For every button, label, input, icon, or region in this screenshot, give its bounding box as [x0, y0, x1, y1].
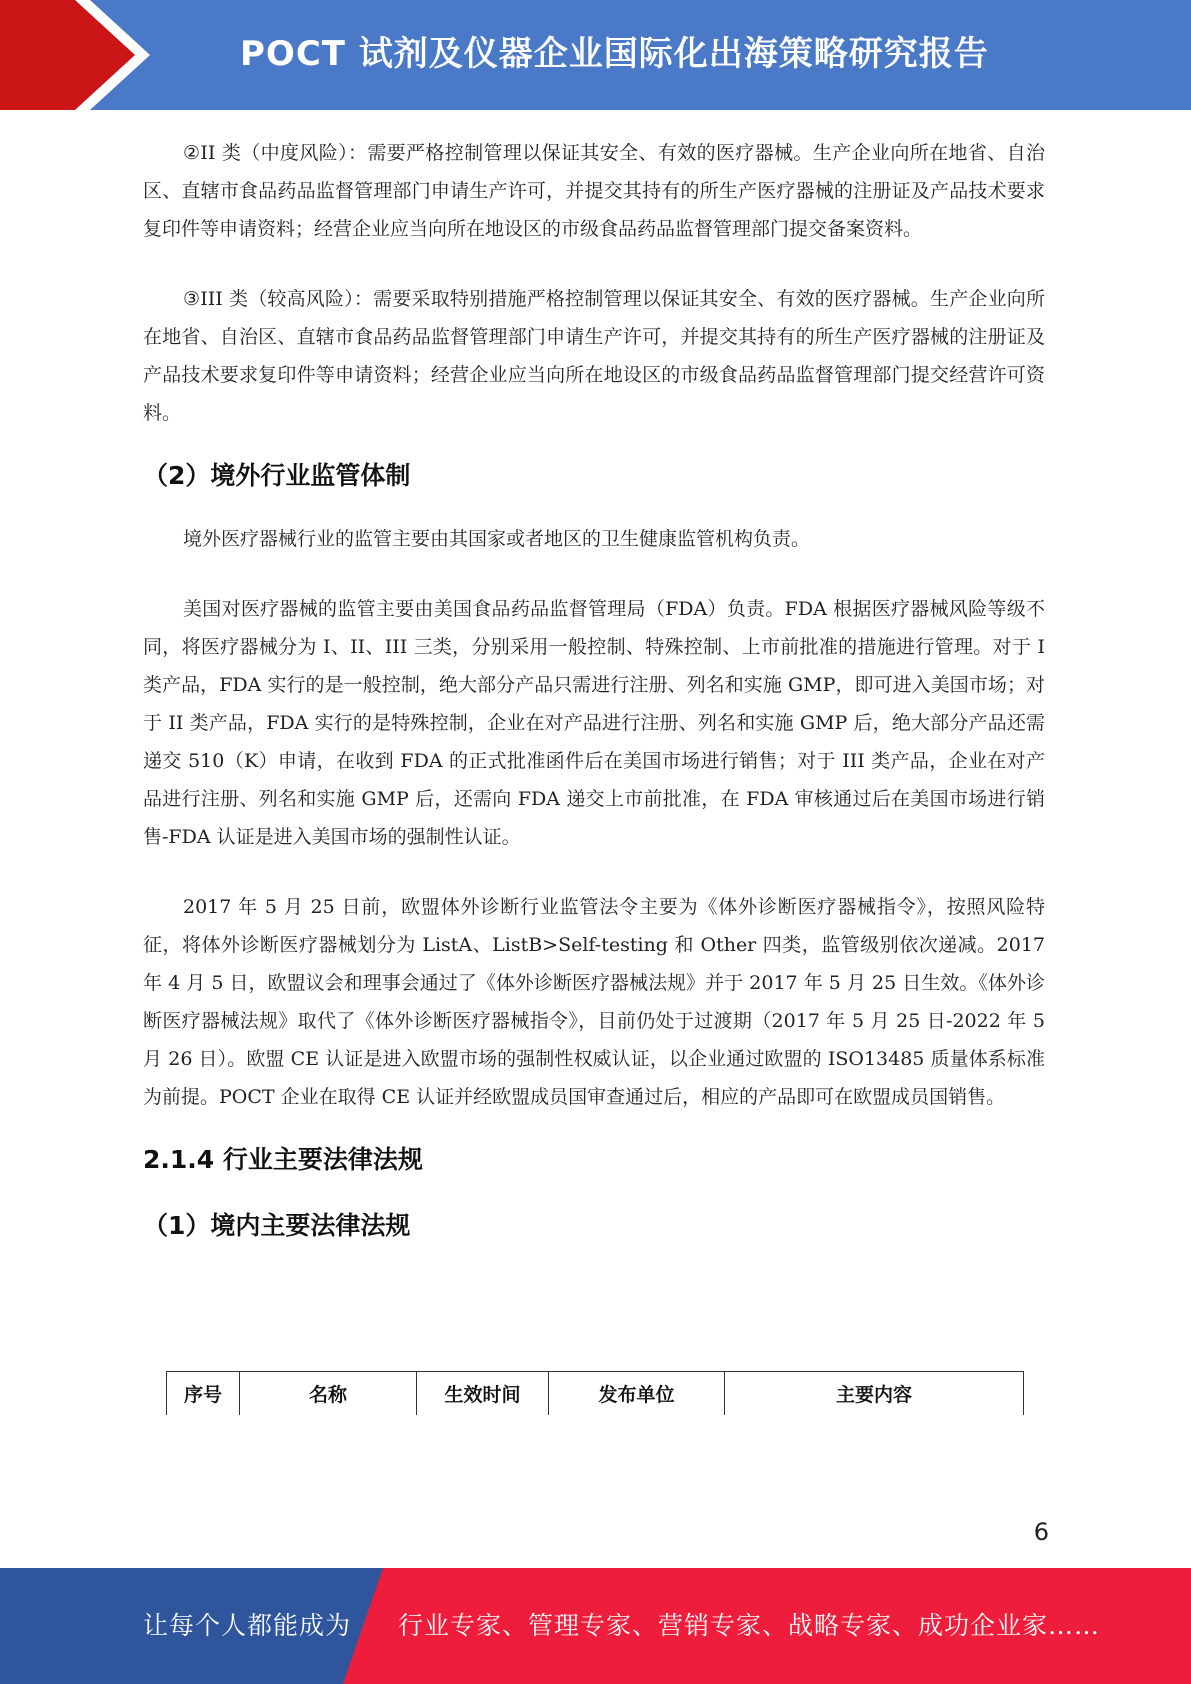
column-header-issuer: 发布单位	[549, 1372, 725, 1416]
report-title: POCT 试剂及仪器企业国际化出海策略研究报告	[240, 34, 989, 74]
page-number: 6	[1033, 1518, 1049, 1546]
column-header-index: 序号	[167, 1372, 240, 1416]
paragraph-class-ii: ②II 类（中度风险）：需要严格控制管理以保证其安全、有效的医疗器械。生产企业向所在地省、自治区、直辖市食品药品监督管理部门申请生产许可，并提交其持有的所生产医疗器械的注册证及产品技术要求复印件等申请资料；经营企业应当向所在地设区的市级食品药品监督管理部门提交备案资料。	[143, 142, 1045, 240]
laws-table	[166, 1371, 1024, 1415]
paragraph-usa-fda: 美国对医疗器械的监管主要由美国食品药品监督管理局（FDA）负责。FDA 根据医疗器械风险等级不同，将医疗器械分为 I、II、III 三类，分别采用一般控制、特殊控制、上市前批准的措施进行管理。对于 I 类产品，FDA 实行的是一般控制，绝大部分产品只需进行注册、列名和实施 GMP，即可进入美国市场；对于 II 类产品，FDA 实行的是特殊控制，企业在对产品进行注册、列名和实施 GMP 后，绝大部分产品还需递交 510（K）申请，在收到 FDA 的正式批准函件后在美国市场进行销售；对于 III 类产品，企业在对产品进行注册、列名和实施 GMP 后，还需向 FDA 递交上市前批准，在 FDA 审核通过后在美国市场进行销售-FDA 认证是进入美国市场的强制性认证。	[143, 598, 1045, 848]
heading-overseas-regulation: （2）境外行业监管体制	[143, 461, 411, 490]
footer-slogan-right: 行业专家、管理专家、营销专家、战略专家、成功企业家……	[398, 1611, 1101, 1640]
page-header	[0, 0, 1191, 110]
column-header-name: 名称	[240, 1372, 417, 1416]
page-footer	[0, 1568, 1191, 1684]
footer-slogan-left: 让每个人都能成为	[143, 1611, 352, 1640]
paragraph-class-iii: ③III 类（较高风险）：需要采取特别措施严格控制管理以保证其安全、有效的医疗器械。生产企业向所在地省、自治区、直辖市食品药品监督管理部门申请生产许可，并提交其持有的所生产医疗器械的注册证及产品技术要求复印件等申请资料；经营企业应当向所在地设区的市级食品药品监督管理部门提交经营许可资料。	[143, 288, 1045, 424]
column-header-main-content: 主要内容	[725, 1372, 1024, 1416]
heading-domestic-laws: （1）境内主要法律法规	[143, 1211, 411, 1240]
paragraph-eu-ce: 2017 年 5 月 25 日前，欧盟体外诊断行业监管法令主要为《体外诊断医疗器械指令》，按照风险特征，将体外诊断医疗器械划分为 ListA、ListB>Self-testing 和 Other 四类，监管级别依次递减。2017 年 4 月 5 日，欧盟议会和理事会通过了《体外诊断医疗器械法规》并于 2017 年 5 月 25 日生效。《体外诊断医疗器械法规》取代了《体外诊断医疗器械指令》，目前仍处于过渡期（2017 年 5 月 25 日-2022 年 5 月 26 日）。欧盟 CE 认证是进入欧盟市场的强制性权威认证，以企业通过欧盟的 ISO13485 质量体系标准为前提。POCT 企业在取得 CE 认证并经欧盟成员国审查通过后，相应的产品即可在欧盟成员国销售。	[143, 896, 1045, 1108]
page-body	[143, 134, 1045, 1248]
heading-section-2-1-4: 2.1.4 行业主要法律法规	[143, 1145, 423, 1174]
paragraph-overseas-intro: 境外医疗器械行业的监管主要由其国家或者地区的卫生健康监管机构负责。	[183, 528, 811, 550]
table-header-row	[167, 1372, 1024, 1416]
column-header-effective-date: 生效时间	[417, 1372, 549, 1416]
